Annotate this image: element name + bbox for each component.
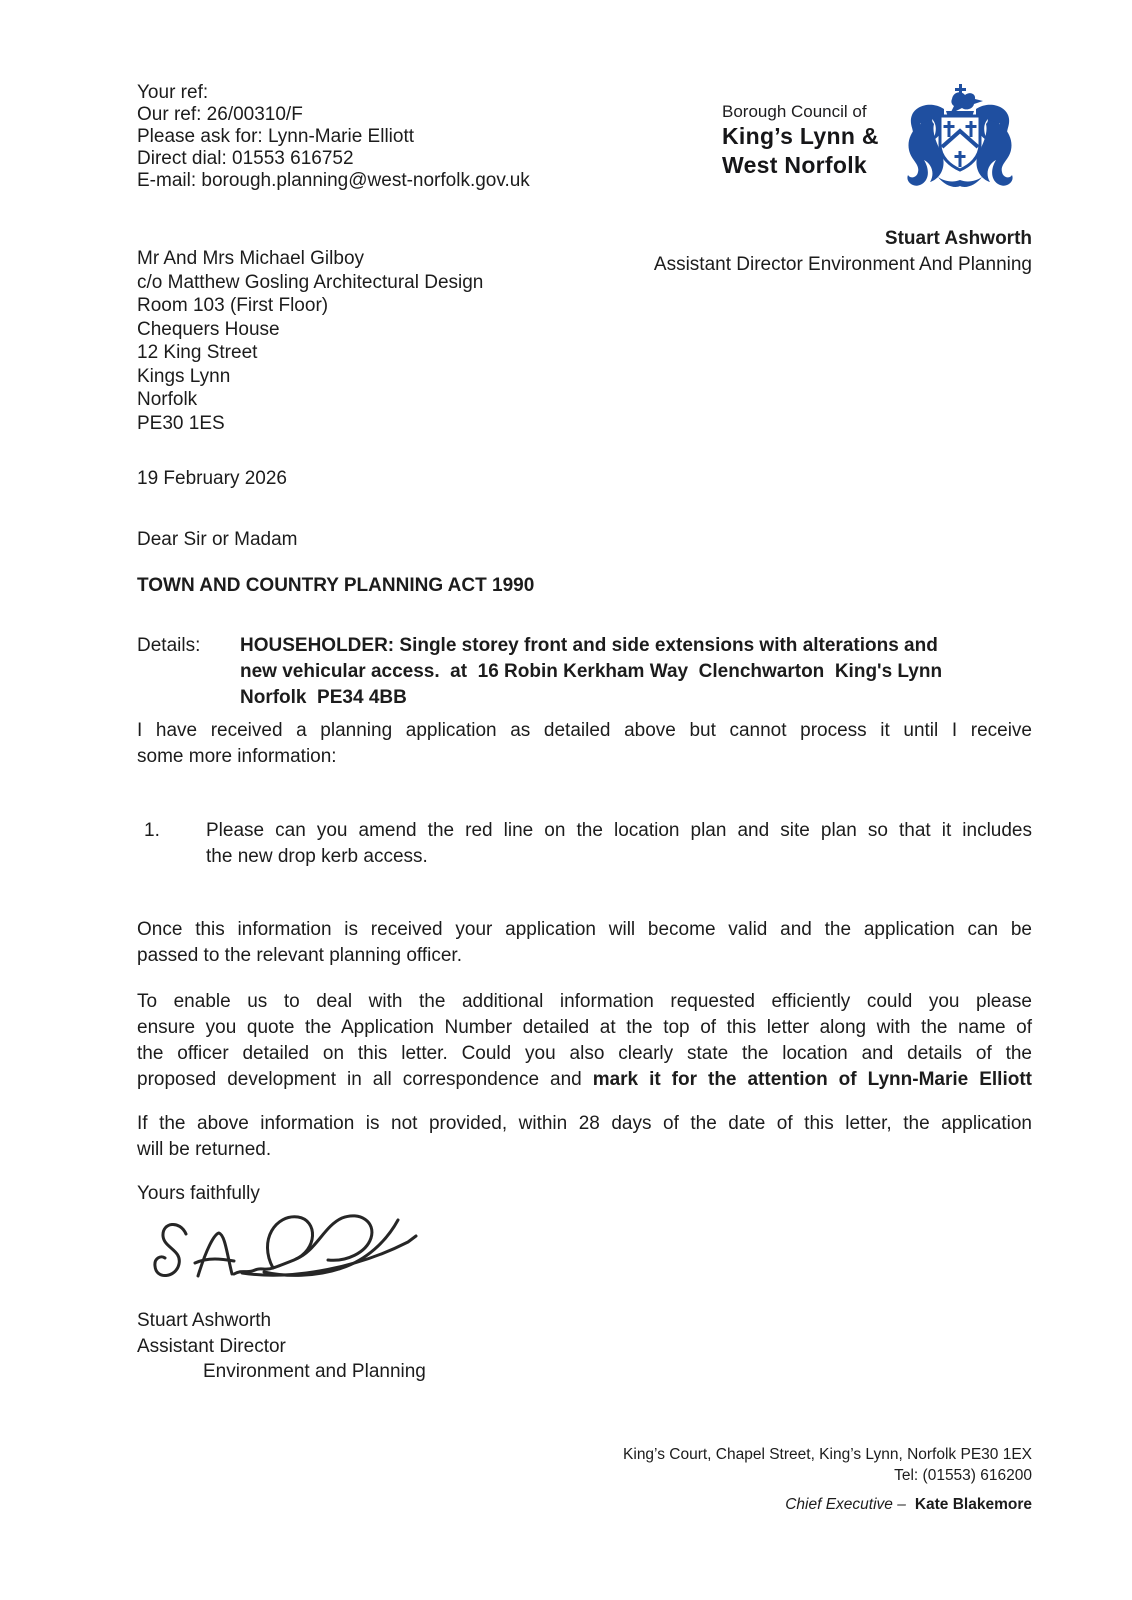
details-section xyxy=(137,633,1032,711)
details-line: HOUSEHOLDER: Single storey front and side extensions with alterations and xyxy=(240,635,938,656)
chief-executive-line xyxy=(785,1496,1032,1514)
sender-title: Assistant Director Environment And Planning xyxy=(653,253,1032,275)
recipient-line: c/o Matthew Gosling Architectural Design xyxy=(137,271,484,293)
footer-address: King’s Court, Chapel Street, King’s Lynn, Norfolk PE30 1EX xyxy=(623,1446,1032,1463)
signatory-department: Environment and Planning xyxy=(203,1361,426,1382)
recipient-line: 12 King Street xyxy=(137,342,258,363)
recipient-line: PE30 1ES xyxy=(137,412,225,434)
chief-executive-name: Kate Blakemore xyxy=(914,1496,1032,1513)
paragraph-deadline xyxy=(137,1111,1032,1163)
recipient-line: Chequers House xyxy=(137,318,280,340)
logo-name-line2: West Norfolk xyxy=(722,152,868,178)
recipient-line: Room 103 (First Floor) xyxy=(137,295,329,316)
recipient-line: Norfolk xyxy=(137,389,198,410)
details-line: Norfolk PE34 4BB xyxy=(240,687,407,708)
paragraph-line xyxy=(137,1067,1032,1093)
footer-tel: Tel: (01553) 616200 xyxy=(894,1467,1032,1484)
signatory-name: Stuart Ashworth xyxy=(137,1310,272,1331)
paragraph-line: I have received a planning application as detailed above but cannot process it until I receive xyxy=(137,720,1032,741)
paragraph-line: To enable us to deal with the additional information requested efficiently could you please xyxy=(137,991,1032,1012)
our-ref-line: Our ref: 26/00310/F xyxy=(137,104,303,125)
paragraph-text: proposed development in all correspondence and xyxy=(137,1069,593,1090)
signatory-block xyxy=(137,1308,426,1385)
recipient-line: Mr And Mrs Michael Gilboy xyxy=(137,248,365,269)
item-text xyxy=(206,818,1032,870)
please-ask-for-line: Please ask for: Lynn-Marie Elliott xyxy=(137,126,415,147)
item-number: 1. xyxy=(144,820,160,841)
letter-date: 19 February 2026 xyxy=(137,468,287,489)
paragraph-valid xyxy=(137,917,1032,969)
reference-block xyxy=(137,82,530,192)
footer-address-block xyxy=(623,1444,1032,1486)
details-text xyxy=(240,633,1032,711)
direct-dial-line: Direct dial: 01553 616752 xyxy=(137,148,354,169)
paragraph-line: the new drop kerb access. xyxy=(206,846,428,867)
details-line: new vehicular access. at 16 Robin Kerkham Way Clenchwarton King's Lynn xyxy=(240,661,943,682)
numbered-item-1 xyxy=(144,818,1032,870)
sender-name: Stuart Ashworth xyxy=(884,228,1032,249)
paragraph-line: the officer detailed on this letter. Could you also clearly state the location and details of the xyxy=(137,1043,1032,1064)
recipient-line: Kings Lynn xyxy=(137,365,231,387)
paragraph-line: will be returned. xyxy=(137,1139,272,1160)
logo-tagline: Borough Council of xyxy=(722,102,867,121)
closing: Yours faithfully xyxy=(137,1183,260,1204)
council-logo xyxy=(722,101,879,180)
attention-of-text: mark it for the attention of Lynn-Marie Elliott xyxy=(592,1069,1032,1090)
paragraph-intro xyxy=(137,718,1032,770)
your-ref-line: Your ref: xyxy=(137,82,209,103)
paragraph-line: some more information: xyxy=(137,746,337,767)
paragraph-line: Once this information is received your application will become valid and the application can be xyxy=(137,919,1032,940)
paragraph-line: Please can you amend the red line on the location plan and site plan so that it includes xyxy=(206,820,1032,841)
details-label: Details: xyxy=(137,635,201,656)
signature-image xyxy=(145,1206,425,1307)
email-line: E-mail: borough.planning@west-norfolk.gov.uk xyxy=(137,170,530,191)
paragraph-line: If the above information is not provided, within 28 days of the date of this letter, the application xyxy=(137,1113,1032,1134)
chief-executive-label: Chief Executive – xyxy=(785,1496,906,1513)
signatory-title: Assistant Director xyxy=(137,1335,286,1357)
salutation: Dear Sir or Madam xyxy=(137,529,298,550)
council-crest-icon xyxy=(900,84,1020,195)
recipient-address xyxy=(137,247,483,435)
paragraph-line: passed to the relevant planning officer. xyxy=(137,945,462,966)
paragraph-quote-number xyxy=(137,989,1032,1093)
paragraph-line: ensure you quote the Application Number detailed at the top of this letter along with the name of xyxy=(137,1017,1032,1038)
sender-block xyxy=(654,226,1032,277)
subject-heading: TOWN AND COUNTRY PLANNING ACT 1990 xyxy=(137,575,535,596)
logo-name-line1: King’s Lynn & xyxy=(722,123,879,149)
